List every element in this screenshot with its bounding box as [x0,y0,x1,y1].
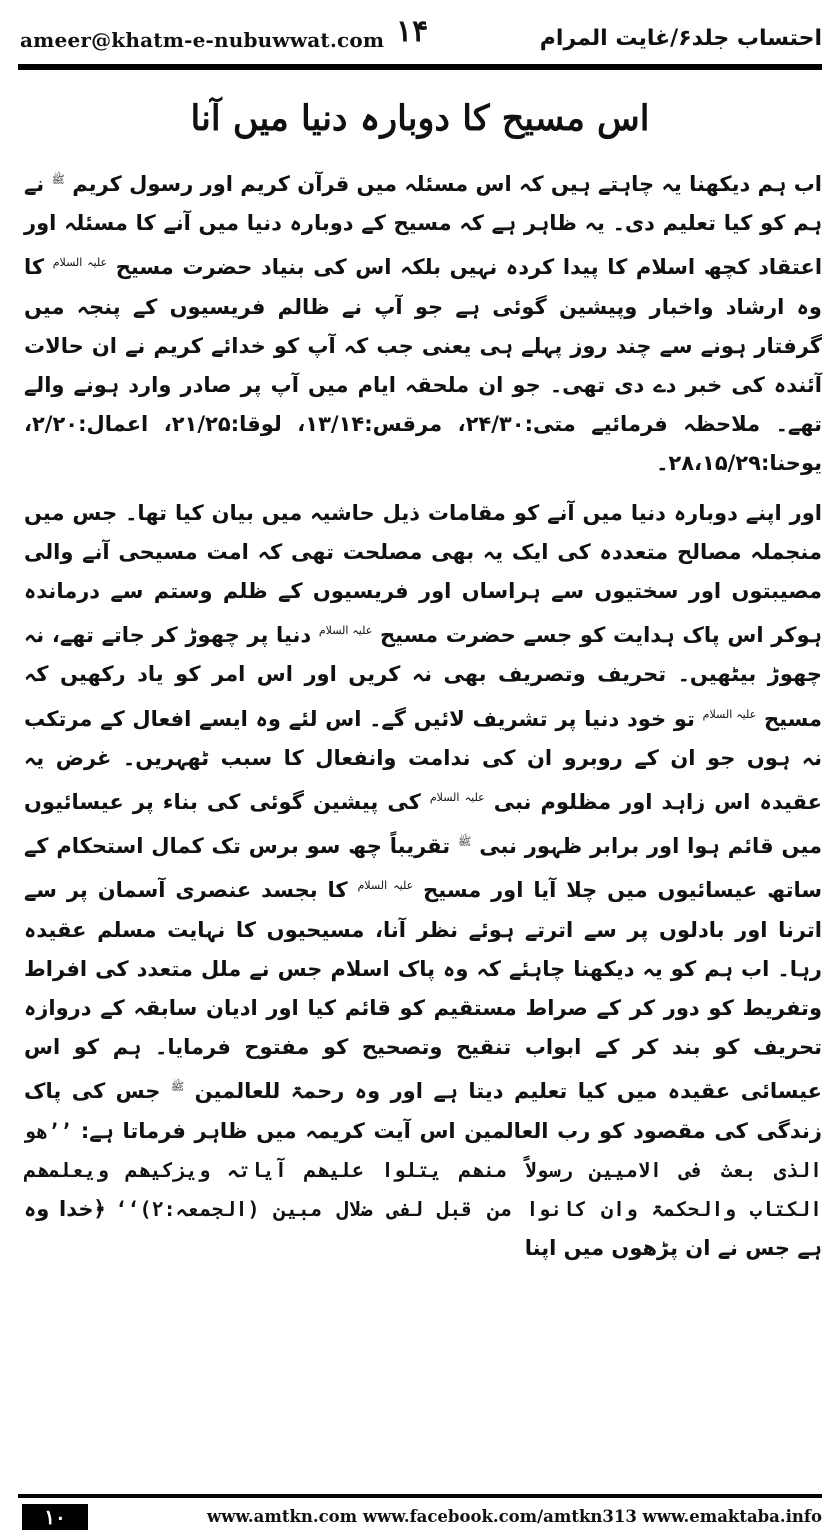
footer-page-number: ۱۰ [22,1504,88,1530]
paragraph-text: کا بجسد عنصری آسمان پر سے اترنا اور بادلوں پر سے اترتے ہوئے نظر آنا، مسیحیوں کا نہایت مسلم عقیدہ رہا۔ اب ہم کو یہ دیکھنا چاہئے کہ وہ پاک اسلام جس نے ملل متعدد کی افراط وتفریط کو دور کر کے صراط مستقیم کو قائم کیا اور ادیان سابقہ کے دروازہ تحریف کو بند کر کے ابواب تنقیح وتصحیح کو مفتوح فرمایا۔ ہم کو اس عیسائی عقیدہ میں کیا تعلیم دیتا ہے اور وہ رحمۃ للعالمین [24,878,822,1104]
chapter-title: اس مسیح کا دوبارہ دنیا میں آنا [190,98,650,139]
article-body [24,160,822,1268]
header-page-number: ۱۴ [396,14,429,49]
paragraph-text: دنیا پر چھوڑ کر جاتے تھے، نہ چھوڑ بیٹھیں۔ تحریف وتصریف بھی نہ کریں اور اس امر کو یاد رکھیں کہ مسیح [24,623,823,731]
honorific-masih: علیہ السلام [702,707,757,721]
header-rule [18,64,822,70]
honorific-masih: علیہ السلام [357,879,414,893]
paragraph-text: ﴿خدا وہ ہے جس نے ان پڑھوں میں اپنا [24,1197,822,1261]
paragraph-2 [24,494,822,1269]
header-book-title: احتساب جلد۶/غایت المرام [539,26,822,51]
honorific-masih: علیہ السلام [52,256,108,270]
paragraph-text: تقریباً چھ سو برس تک کمال استحکام کے ساتھ عیسائیوں میں چلا آیا اور مسیح [24,834,823,903]
footer-links: www.amtkn.com www.facebook.com/amtkn313 www.emaktaba.info [206,1507,822,1526]
paragraph-1 [24,160,822,484]
quran-verse: ’’ھو الذی بعث فی الامیین رسولاً منھم یتلوا علیھم آیاتہ ویزکیھم ویعلمھم الکتاب والحکمۃ وان کانوا من قبل لفی ضلال مبین (الجمعہ:۲)‘‘ [24,1118,823,1222]
honorific-nabi: ﷺ [170,1080,185,1094]
paragraph-text: نے ہم کو کیا تعلیم دی۔ یہ ظاہر ہے کہ مسیح کے دوبارہ دنیا میں آنے کا مسئلہ اور اعتقاد کچھ اسلام کا پیدا کردہ نہیں بلکہ اس کی بنیاد حضرت مسیح [24,172,823,280]
paragraph-text: اب ہم دیکھنا یہ چاہتے ہیں کہ اس مسئلہ میں قرآن کریم اور رسول کریم [72,172,823,196]
honorific-nabi: ﷺ [51,173,65,186]
honorific-nabi: ﷺ [458,835,472,849]
header-email: ameer@khatm-e-nubuwwat.com [20,28,385,52]
paragraph-text: جس کی پاک زندگی کی مقصود کو رب العالمین اس آیت کریمہ میں ظاہر فرماتا ہے: [24,1079,822,1143]
paragraph-text: کا وہ ارشاد واخبار وپیشین گوئی ہے جو آپ نے ظالم فریسیوں کے پنجہ میں گرفتار ہونے سے چند روز پہلے ہی یعنی جب کہ آپ کو خدائے کریم نے ان حالات آئندہ کی خبر دے دی تھی۔ جو ان ملحقہ ایام میں آپ پر صادر وارد ہونے والے تھے۔ ملاحظہ فرمائیے متی:۲۴/۳۰، مرقس:۱۳/۱۴، لوقا:۲۱/۲۵، اعمال:۲/۲۰، یوحنا:۲۸،۱۵/۲۹۔ [24,255,822,476]
page-footer [18,1498,822,1538]
honorific-masih: علیہ السلام [318,624,373,638]
page-header [18,10,822,60]
honorific-masih: علیہ السلام [429,791,485,805]
paragraph-text: اور اپنے دوبارہ دنیا میں آنے کو مقامات ذیل حاشیہ میں بیان کیا تھا۔ جس میں منجملہ مصالح متعددہ کی ایک یہ بھی مصلحت تھی کہ امت مسیحی آنے والی مصیبتوں اور سختیوں سے ہراساں اور فریسیوں کے ظلم وستم سے درماندہ ہوکر اس پاک ہدایت کو جسے حضرت مسیح [24,500,822,648]
paragraph-text: کی پیشین گوئی کی بناء پر عیسائیوں میں قائم ہوا اور برابر ظہور نبی [24,790,823,859]
paragraph-text: تو خود دنیا پر تشریف لائیں گے۔ اس لئے وہ ایسے افعال کے مرتکب نہ ہوں جو ان کے روبرو ان کی ندامت وانفعال کا سبب ٹھہریں۔ غرض یہ عقیدہ اس زاہد اور مظلوم نبی [24,706,823,815]
